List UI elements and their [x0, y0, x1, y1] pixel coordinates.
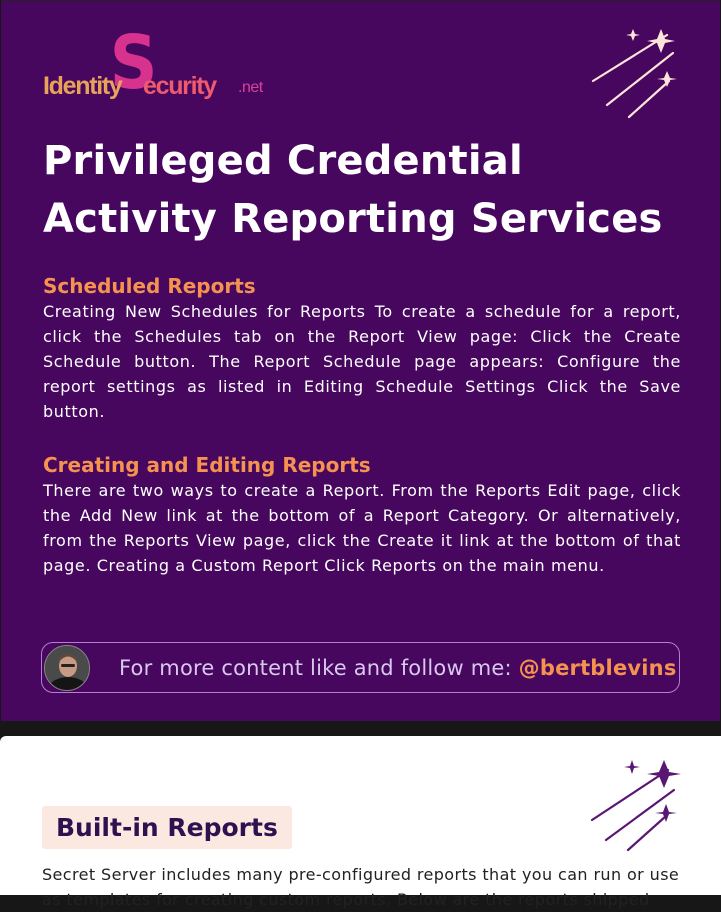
logo-tld: .net [238, 79, 263, 96]
identitysecurity-logo [41, 20, 281, 119]
follow-banner[interactable] [41, 642, 680, 693]
sparkle-stars-icon [588, 754, 698, 854]
follow-text [119, 655, 677, 681]
section-badge-built-in-reports: Built-in Reports [42, 806, 292, 849]
built-in-reports-body: Secret Server includes many pre-configured reports that you can run or use as templates for creating custom reports. Below are the reports shipped [42, 865, 680, 909]
logo-word-security: ecurity [143, 72, 216, 100]
sparkle-stars-icon [589, 21, 699, 121]
slide-dark-panel [1, 0, 720, 721]
logo-word-identity: Identity [43, 72, 122, 100]
section-body-creating-editing: There are two ways to create a Report. From the Reports Edit page, click the Add New link at the bottom of a Report Category. Or alternatively, from the Reports View page, click the Create it link at the bottom of that page. Creating a Custom Report Click Reports on the main menu. [43, 481, 681, 575]
page-title: Privileged Credential Activity Reporting Services [43, 138, 663, 242]
logo-letter-s: S [109, 20, 158, 106]
section-heading-scheduled-reports: Scheduled Reports [43, 274, 256, 298]
avatar [44, 645, 90, 691]
follow-handle-link[interactable]: @bertblevins [518, 656, 677, 680]
profile-photo [45, 646, 90, 691]
follow-label: For more content like and follow me: [119, 656, 519, 680]
section-body-scheduled-reports: Creating New Schedules for Reports To create a schedule for a report, click the Schedules tab on the Report View page: Click the Create Schedule button. The Report Schedule page appears: Configure the report settings as listed in Editing Schedule Settings Click the Save button. [43, 302, 681, 421]
section-heading-creating-editing: Creating and Editing Reports [43, 453, 371, 477]
